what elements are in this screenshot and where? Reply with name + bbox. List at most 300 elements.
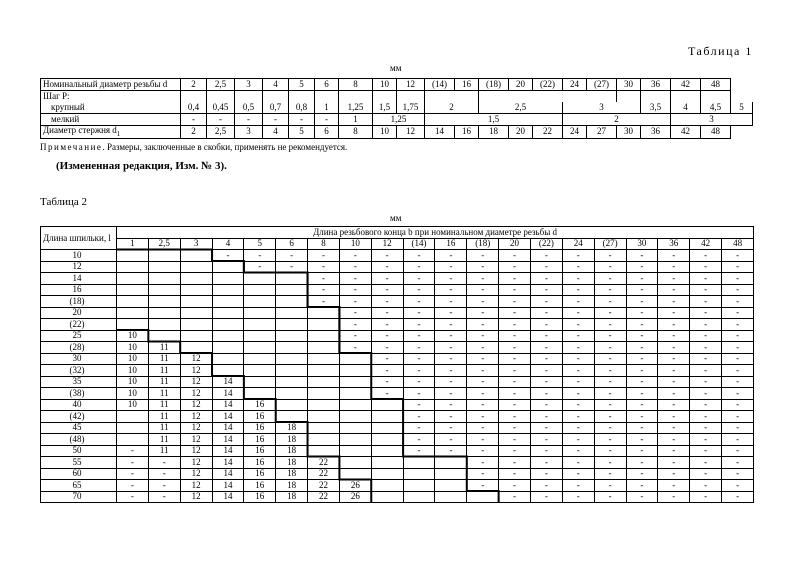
row-length-label: 20: [41, 307, 117, 319]
table-cell: -: [499, 365, 531, 377]
table-cell: -: [658, 434, 690, 446]
table-cell: -: [594, 342, 626, 354]
table-cell: 11: [148, 434, 180, 446]
rod-value: 36: [641, 126, 671, 139]
nominal-value: (14): [425, 79, 455, 91]
fine-value: -: [263, 114, 289, 126]
rod-value: 18: [479, 126, 509, 139]
table-cell: -: [467, 457, 499, 469]
table-cell: -: [435, 399, 467, 411]
table1-note: Примечание. Размеры, заключенные в скобки, применять не рекомендуется.: [40, 142, 348, 152]
table-cell: -: [499, 468, 531, 480]
table-cell: -: [435, 445, 467, 457]
row-length-label: 30: [41, 353, 117, 365]
table-cell: [276, 330, 308, 342]
table-cell: -: [722, 296, 754, 308]
table-cell: -: [690, 365, 722, 377]
table-cell: -: [530, 457, 562, 469]
table-cell: -: [117, 445, 149, 457]
table-cell: -: [690, 261, 722, 273]
row-length-label: (38): [41, 388, 117, 400]
row-length-label: (32): [41, 365, 117, 377]
row-length-label: 40: [41, 399, 117, 411]
table-cell: -: [403, 388, 435, 400]
table-cell: -: [594, 307, 626, 319]
table-cell: -: [403, 261, 435, 273]
table-cell: [339, 457, 371, 469]
table-cell: -: [148, 480, 180, 492]
table-cell: -: [530, 399, 562, 411]
table-cell: 22: [308, 480, 340, 492]
row-length-label: 25: [41, 330, 117, 342]
table1-row-fine: [41, 114, 753, 126]
table-cell: -: [530, 307, 562, 319]
rod-value: 24: [563, 126, 587, 139]
nominal-value: 8: [339, 79, 373, 91]
table-cell: -: [562, 273, 594, 285]
table-cell: [276, 342, 308, 354]
table-cell: -: [499, 445, 531, 457]
table-cell: -: [626, 296, 658, 308]
table-cell: -: [626, 468, 658, 480]
table-cell: [276, 365, 308, 377]
coarse-value: 0,45: [207, 102, 235, 114]
table-cell: -: [467, 353, 499, 365]
table-cell: -: [499, 250, 531, 262]
table-cell: -: [722, 330, 754, 342]
table-cell: [308, 353, 340, 365]
table-cell: [467, 491, 499, 503]
table-cell: -: [467, 468, 499, 480]
table-cell: -: [626, 491, 658, 503]
table-cell: -: [499, 296, 531, 308]
table-cell: [435, 468, 467, 480]
table-cell: -: [626, 353, 658, 365]
table-cell: -: [562, 250, 594, 262]
table-row: [41, 319, 754, 331]
row-length-label: 16: [41, 284, 117, 296]
table-cell: -: [467, 261, 499, 273]
table-cell: [180, 250, 212, 262]
table-cell: -: [435, 434, 467, 446]
table-cell: 10: [117, 365, 149, 377]
rod-value: 6: [315, 126, 339, 139]
nominal-value: (27): [587, 79, 617, 91]
table-cell: -: [499, 491, 531, 503]
table-cell: -: [467, 284, 499, 296]
table-cell: -: [467, 296, 499, 308]
table-cell: [339, 434, 371, 446]
table-cell: -: [467, 376, 499, 388]
column-header: (18): [467, 238, 499, 250]
table-cell: 16: [244, 480, 276, 492]
table-cell: [244, 273, 276, 285]
table-row: [41, 376, 754, 388]
table-cell: -: [435, 365, 467, 377]
table-cell: -: [594, 284, 626, 296]
table-cell: 10: [117, 342, 149, 354]
table-cell: -: [530, 353, 562, 365]
table-cell: [212, 330, 244, 342]
table1: [40, 78, 753, 139]
table-cell: 12: [180, 457, 212, 469]
table-cell: -: [467, 319, 499, 331]
table-cell: [339, 376, 371, 388]
row-length-label: 55: [41, 457, 117, 469]
table-cell: [276, 319, 308, 331]
table-cell: [308, 342, 340, 354]
table-cell: -: [467, 307, 499, 319]
table1-row-pitch-header: [41, 91, 753, 103]
table-cell: -: [722, 411, 754, 423]
table-cell: -: [117, 480, 149, 492]
table-cell: -: [658, 319, 690, 331]
table-cell: [339, 353, 371, 365]
table-cell: -: [499, 411, 531, 423]
table-cell: -: [722, 480, 754, 492]
table-cell: -: [403, 376, 435, 388]
table-cell: -: [530, 491, 562, 503]
table-cell: 18: [276, 445, 308, 457]
table-cell: -: [626, 422, 658, 434]
table-cell: -: [626, 376, 658, 388]
table-cell: -: [562, 445, 594, 457]
table-cell: -: [658, 353, 690, 365]
table-row: [41, 399, 754, 411]
table-cell: -: [371, 296, 403, 308]
column-header: 2,5: [148, 238, 180, 250]
table-cell: 14: [212, 434, 244, 446]
stub-label: Длина шпильки, l: [41, 227, 117, 250]
rod-label: Диаметр стержня $d_1$: [41, 126, 181, 139]
table-cell: -: [562, 353, 594, 365]
table-cell: [244, 307, 276, 319]
table-cell: [117, 319, 149, 331]
table-cell: [371, 422, 403, 434]
coarse-value: 1: [315, 102, 339, 114]
rod-value: 27: [587, 126, 617, 139]
table-cell: -: [594, 376, 626, 388]
table-cell: -: [658, 342, 690, 354]
coarse-value: 0,5: [235, 102, 263, 114]
row-length-label: (22): [41, 319, 117, 331]
column-header: 20: [499, 238, 531, 250]
fine-value: 3: [671, 114, 753, 126]
table-cell: -: [467, 250, 499, 262]
table-cell: -: [690, 445, 722, 457]
table-cell: -: [722, 399, 754, 411]
table-cell: 16: [244, 468, 276, 480]
table-cell: -: [530, 422, 562, 434]
table-cell: -: [562, 284, 594, 296]
nominal-value: 30: [617, 79, 641, 91]
fine-label: мелкий: [41, 114, 181, 126]
column-header: 1: [117, 238, 149, 250]
table-cell: -: [530, 284, 562, 296]
table-cell: -: [403, 319, 435, 331]
rod-value: 30: [617, 126, 641, 139]
table-cell: -: [339, 330, 371, 342]
table-cell: -: [435, 261, 467, 273]
column-header: 36: [658, 238, 690, 250]
table-cell: [308, 376, 340, 388]
table-cell: -: [467, 273, 499, 285]
table-cell: [117, 261, 149, 273]
table-cell: -: [371, 353, 403, 365]
rod-value: 20: [509, 126, 533, 139]
table-cell: -: [499, 399, 531, 411]
coarse-value: 0,8: [289, 102, 315, 114]
table-cell: [180, 284, 212, 296]
table-cell: 11: [148, 445, 180, 457]
row-length-label: 35: [41, 376, 117, 388]
table-cell: -: [626, 388, 658, 400]
table-cell: -: [722, 457, 754, 469]
table-cell: 18: [276, 468, 308, 480]
table-row: [41, 445, 754, 457]
table-cell: [276, 273, 308, 285]
table-cell: -: [562, 330, 594, 342]
table-cell: -: [690, 296, 722, 308]
table-cell: 18: [276, 491, 308, 503]
table-cell: -: [499, 422, 531, 434]
table-cell: -: [467, 388, 499, 400]
table1-row-coarse: [41, 102, 753, 114]
table-cell: -: [562, 342, 594, 354]
table-cell: 12: [180, 445, 212, 457]
table-cell: -: [117, 457, 149, 469]
coarse-value: 2: [425, 102, 479, 114]
table-cell: -: [658, 307, 690, 319]
table-cell: -: [658, 422, 690, 434]
table-cell: [180, 273, 212, 285]
table-cell: [308, 319, 340, 331]
table-cell: -: [626, 307, 658, 319]
table-cell: -: [308, 250, 340, 262]
table-cell: [212, 342, 244, 354]
table-cell: [180, 342, 212, 354]
table-cell: [244, 284, 276, 296]
table-cell: [308, 422, 340, 434]
table-cell: -: [562, 491, 594, 503]
table-cell: -: [499, 284, 531, 296]
table-cell: -: [658, 468, 690, 480]
table-cell: -: [594, 480, 626, 492]
table-cell: [180, 330, 212, 342]
table-cell: -: [690, 330, 722, 342]
table-cell: 10: [117, 376, 149, 388]
table-cell: 12: [180, 411, 212, 423]
column-header: 10: [339, 238, 371, 250]
table-cell: -: [626, 261, 658, 273]
coarse-value: 1,5: [373, 102, 397, 114]
table-cell: [244, 342, 276, 354]
table-row: [41, 388, 754, 400]
table-cell: -: [148, 491, 180, 503]
coarse-value: 0,4: [181, 102, 207, 114]
table-cell: [339, 468, 371, 480]
table-cell: -: [530, 434, 562, 446]
column-header: 48: [722, 238, 754, 250]
table-cell: -: [626, 273, 658, 285]
table-cell: -: [626, 319, 658, 331]
table-cell: 12: [180, 480, 212, 492]
table-cell: -: [403, 445, 435, 457]
table-cell: -: [499, 330, 531, 342]
row-length-label: (42): [41, 411, 117, 423]
table-cell: -: [499, 342, 531, 354]
table-cell: 14: [212, 491, 244, 503]
table-cell: -: [499, 376, 531, 388]
table-cell: -: [371, 342, 403, 354]
column-header: 30: [626, 238, 658, 250]
table-cell: [339, 445, 371, 457]
rod-value: 42: [671, 126, 701, 139]
rod-value: 22: [533, 126, 563, 139]
table-cell: -: [626, 457, 658, 469]
coarse-value: 1,25: [339, 102, 373, 114]
table-cell: -: [276, 261, 308, 273]
table-cell: [339, 388, 371, 400]
table-cell: 18: [276, 422, 308, 434]
table-cell: -: [530, 342, 562, 354]
rod-value: 2,5: [207, 126, 235, 139]
table-cell: [244, 365, 276, 377]
table-cell: -: [467, 434, 499, 446]
table-cell: -: [562, 296, 594, 308]
table-cell: -: [562, 411, 594, 423]
table-cell: 26: [339, 491, 371, 503]
table-cell: -: [403, 284, 435, 296]
table-cell: -: [530, 480, 562, 492]
table-cell: 11: [148, 388, 180, 400]
table-cell: -: [658, 250, 690, 262]
rod-value: 10: [373, 126, 397, 139]
table-row: [41, 457, 754, 469]
table-cell: -: [339, 296, 371, 308]
table-cell: [339, 365, 371, 377]
rod-value: 3: [235, 126, 263, 139]
table-cell: 14: [212, 388, 244, 400]
table-cell: [148, 250, 180, 262]
table-row: [41, 353, 754, 365]
nominal-value: 4: [263, 79, 289, 91]
table-cell: -: [467, 480, 499, 492]
table-cell: 14: [212, 376, 244, 388]
table-cell: -: [403, 330, 435, 342]
table-cell: -: [690, 434, 722, 446]
table-cell: -: [530, 365, 562, 377]
table-cell: -: [722, 250, 754, 262]
table-cell: -: [435, 307, 467, 319]
column-header: (27): [594, 238, 626, 250]
table-cell: -: [658, 296, 690, 308]
table-row: [41, 480, 754, 492]
coarse-value: 3,5: [641, 102, 671, 114]
table-cell: -: [371, 261, 403, 273]
table-cell: 12: [180, 365, 212, 377]
column-header: 24: [562, 238, 594, 250]
table-cell: -: [626, 365, 658, 377]
table-cell: 12: [180, 422, 212, 434]
table-cell: [371, 399, 403, 411]
rod-value: 16: [455, 126, 479, 139]
table-cell: -: [499, 457, 531, 469]
table-cell: -: [467, 422, 499, 434]
table-cell: [212, 353, 244, 365]
table-cell: -: [690, 457, 722, 469]
rod-value: 4: [263, 126, 289, 139]
nominal-value: 24: [563, 79, 587, 91]
table-cell: 16: [244, 399, 276, 411]
table-cell: -: [626, 330, 658, 342]
table-cell: [371, 445, 403, 457]
table-cell: -: [658, 365, 690, 377]
table-cell: -: [499, 273, 531, 285]
table-cell: -: [658, 261, 690, 273]
table-cell: -: [722, 388, 754, 400]
table-cell: -: [562, 319, 594, 331]
table-cell: [148, 330, 180, 342]
row-length-label: 70: [41, 491, 117, 503]
table-cell: -: [530, 376, 562, 388]
table-cell: 18: [276, 434, 308, 446]
table2-title: Таблица 2: [40, 196, 88, 208]
table-cell: -: [435, 388, 467, 400]
table-cell: -: [339, 250, 371, 262]
table-cell: [403, 457, 435, 469]
table-cell: -: [530, 273, 562, 285]
table-cell: [244, 296, 276, 308]
table-cell: 11: [148, 353, 180, 365]
table-cell: -: [690, 250, 722, 262]
table-cell: 11: [148, 365, 180, 377]
table-cell: [117, 273, 149, 285]
fine-value: -: [235, 114, 263, 126]
table-row: [41, 342, 754, 354]
row-length-label: 10: [41, 250, 117, 262]
table-cell: -: [467, 399, 499, 411]
fine-value: -: [181, 114, 207, 126]
table-cell: -: [530, 411, 562, 423]
table-row: [41, 422, 754, 434]
table-cell: [308, 365, 340, 377]
table-cell: 14: [212, 457, 244, 469]
table-cell: -: [435, 422, 467, 434]
table-cell: 12: [180, 399, 212, 411]
table-cell: [276, 411, 308, 423]
table-cell: -: [594, 434, 626, 446]
table-cell: -: [562, 468, 594, 480]
table-cell: -: [435, 353, 467, 365]
table-cell: -: [658, 491, 690, 503]
table-cell: [148, 273, 180, 285]
table-cell: 18: [276, 480, 308, 492]
table-cell: -: [308, 273, 340, 285]
row-length-label: 45: [41, 422, 117, 434]
table-cell: [212, 319, 244, 331]
table-cell: -: [435, 411, 467, 423]
column-header: (22): [530, 238, 562, 250]
table-cell: -: [594, 411, 626, 423]
fine-value: -: [289, 114, 315, 126]
table-cell: -: [499, 307, 531, 319]
table-cell: -: [467, 330, 499, 342]
table-cell: -: [722, 491, 754, 503]
table-cell: -: [690, 273, 722, 285]
table-cell: 14: [212, 445, 244, 457]
table-cell: -: [658, 480, 690, 492]
